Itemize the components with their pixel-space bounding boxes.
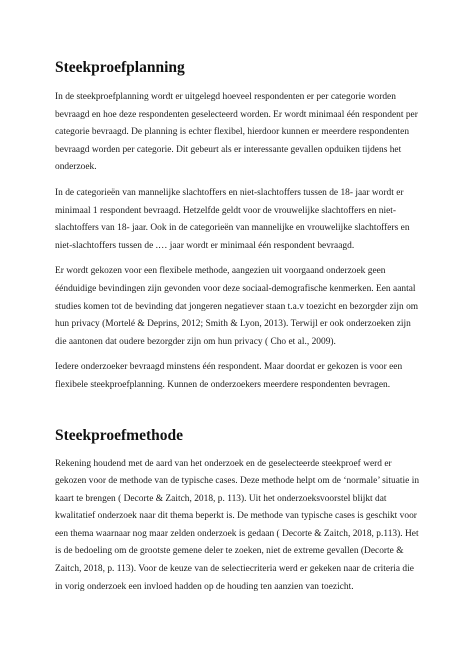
paragraph-method-typical-cases: Rekening houdend met de aard van het onderzoek en de geselecteerde steekproef werd er gekozen voor de methode van de typische cases. Deze methode helpt om de ‘normale’ situatie in kaart te brengen ( Decorte & Zaitch, 2018, p. 113). Uit het onderzoeksvoorstel blijkt dat kwalitatief onderzoek naar dit thema beperkt is. De methode van typische cases is geschikt voor een thema waarnaar nog maar zelden onderzoek is gedaan ( Decorte & Zaitch, 2018, p.113). Het is de bedoeling om de grootste gemene deler te zoeken, niet de extreme gevallen (Decorte & Zaitch, 2018, p. 113). Voor de keuze van de selectiecriteria werd er gekeken naar de criteria die in vorig onderzoek een invloed hadden op de houding ten aanzien van toezicht. bbox=[55, 458, 420, 592]
section-title-steekproefplanning: Steekproefplanning bbox=[55, 59, 185, 76]
paragraph-planning-flexible-method: Er wordt gekozen voor een flexibele methode, aangezien uit voorgaand onderzoek geen éénduidige bevindingen zijn gevonden voor deze sociaal-demografische kenmerken. Een aantal studies komen tot de bevinding dat jongeren negatiever staan t.a.v toezicht en bezorgder zijn om hun privacy (Mortelé & Deprins, 2012; Smith & Lyon, 2013). Terwijl er ook onderzoeken zijn die aantonen dat oudere bezorgder zijn om hun privacy ( Cho et al., 2009). bbox=[55, 266, 419, 347]
paragraph-planning-intro: In de steekproefplanning wordt er uitgelegd hoeveel respondenten er per categorie worden bevraagd en hoe deze respondenten geselecteerd worden. Er wordt minimaal één respondent per categorie bevraagd. De planning is echter flexibel, hierdoor kunnen er meerdere respondenten bevraagd worden per categorie. Dit gebeurt als er interessante gevallen opduiken tijdens het onderzoek. bbox=[55, 92, 418, 173]
section-title-steekproefmethode: Steekproefmethode bbox=[55, 426, 183, 444]
paragraph-planning-researchers: Iedere onderzoeker bevraagd minstens één respondent. Maar doordat er gekozen is voor een flexibele steekproefplanning. Kunnen de onderzoekers meerdere respondenten bevragen. bbox=[55, 362, 403, 390]
paragraph-planning-categories: In de categorieën van mannelijke slachtoffers en niet-slachtoffers tussen de 18- jaar wordt er minimaal 1 respondent bevraagd. Hetzelfde geldt voor de vrouwelijke slachtoffers en niet-slachtoffers van 18- jaar. Ook in de categorieën van mannelijke en vrouwelijke slachtoffers en niet-slachtoffers tussen de .… jaar wordt er minimaal één respondent bevraagd. bbox=[55, 187, 410, 251]
document-content bbox=[55, 58, 423, 604]
